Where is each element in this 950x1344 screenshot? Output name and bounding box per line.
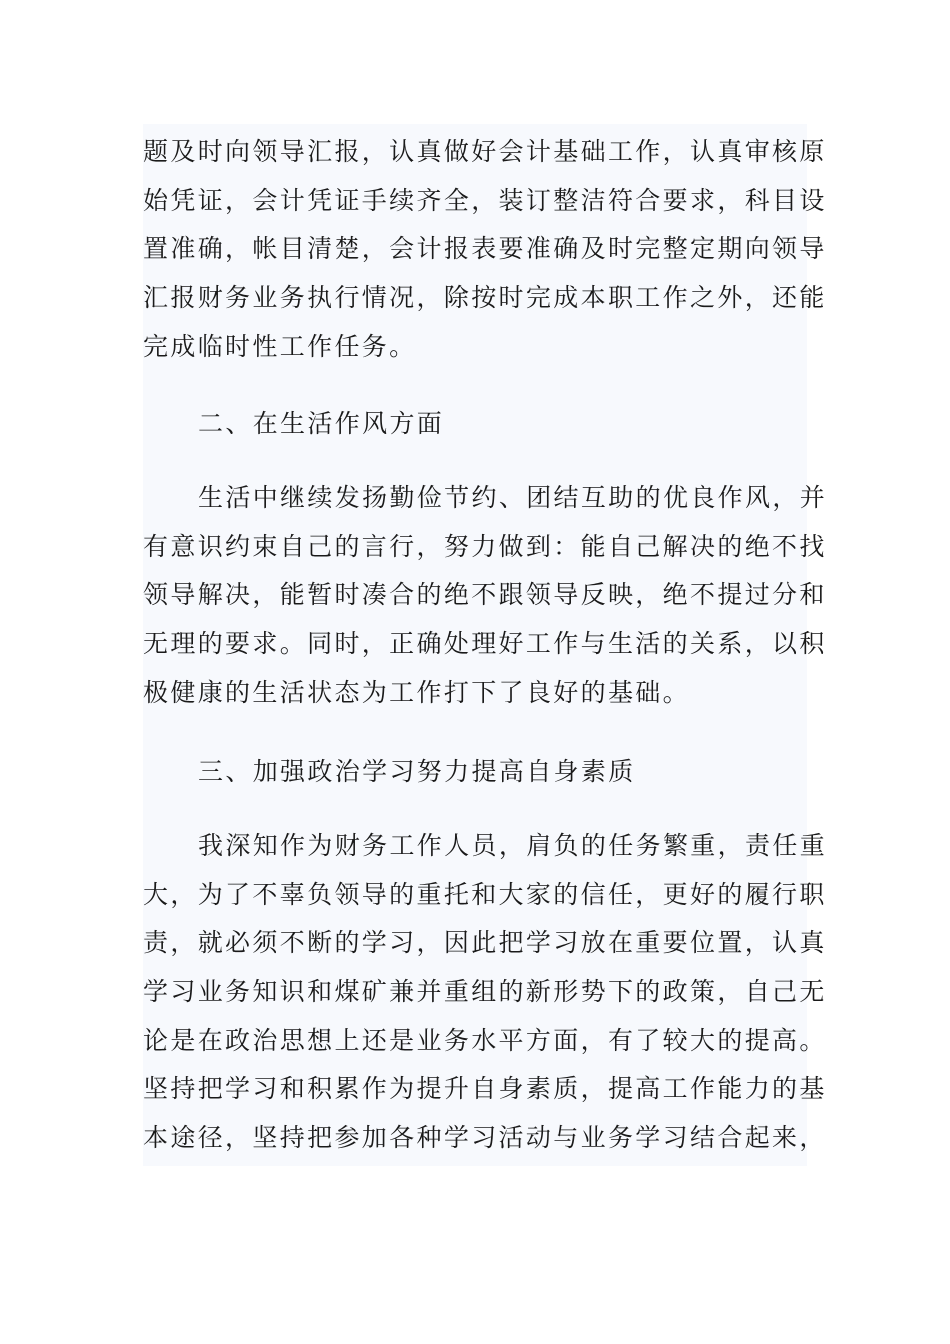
text-line: 本途径，坚持把参加各种学习活动与业务学习结合起来， bbox=[143, 1123, 827, 1153]
text-line: 无理的要求。同时，正确处理好工作与生活的关系，以积 bbox=[143, 629, 827, 659]
text-line: 题及时向领导汇报，认真做好会计基础工作，认真审核原 bbox=[143, 137, 827, 166]
text-line: 学习业务知识和煤矿兼并重组的新形势下的政策，自己无 bbox=[143, 977, 827, 1007]
text-line: 坚持把学习和积累作为提升自身素质，提高工作能力的基 bbox=[143, 1074, 827, 1104]
text-line: 置准确，帐目清楚，会计报表要准确及时完整定期向领导 bbox=[143, 234, 827, 264]
document-body bbox=[143, 124, 828, 1166]
text-line: 完成临时性工作任务。 bbox=[143, 331, 417, 361]
heading-line: 三、加强政治学习努力提高自身素质 bbox=[198, 757, 636, 786]
text-line: 我深知作为财务工作人员，肩负的任务繁重，责任重 bbox=[198, 831, 828, 860]
text-line: 有意识约束自己的言行，努力做到：能自己解决的绝不找 bbox=[143, 531, 827, 561]
paragraph-work-continuation bbox=[143, 128, 827, 371]
paragraph-lifestyle bbox=[143, 474, 827, 717]
section-heading-political-study bbox=[143, 748, 636, 797]
text-line: 责，就必须不断的学习，因此把学习放在重要位置，认真 bbox=[143, 928, 827, 958]
heading-line: 二、在生活作风方面 bbox=[198, 409, 445, 438]
paragraph-political-study bbox=[143, 822, 827, 1163]
text-line: 极健康的生活状态为工作打下了良好的基础。 bbox=[143, 677, 691, 707]
text-line: 大，为了不辜负领导的重托和大家的信任，更好的履行职 bbox=[143, 879, 827, 909]
text-line: 生活中继续发扬勤俭节约、团结互助的优良作风，并 bbox=[198, 483, 828, 512]
text-line: 论是在政治思想上还是业务水平方面，有了较大的提高。 bbox=[143, 1025, 827, 1055]
text-line: 汇报财务业务执行情况，除按时完成本职工作之外，还能 bbox=[143, 283, 827, 313]
section-heading-lifestyle bbox=[143, 400, 444, 449]
text-line: 始凭证，会计凭证手续齐全，装订整洁符合要求，科目设 bbox=[143, 185, 827, 215]
text-line: 领导解决，能暂时凑合的绝不跟领导反映，绝不提过分和 bbox=[143, 580, 827, 610]
